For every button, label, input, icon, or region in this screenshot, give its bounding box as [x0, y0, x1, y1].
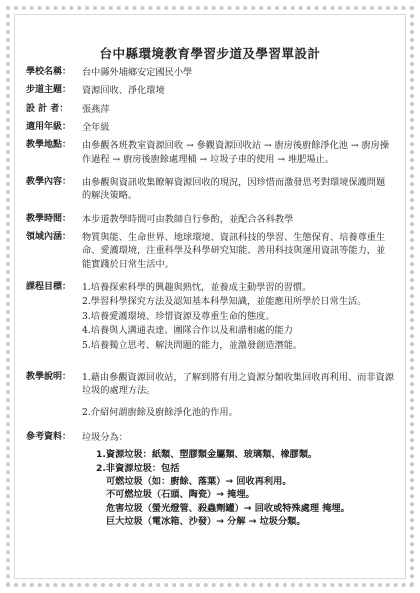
- ref-line: 危害垃圾（螢光燈管、殺蟲劑罐）→ 回收或特殊處理 掩埋。: [106, 502, 350, 514]
- field-label: 步道主題：: [26, 85, 72, 96]
- field-designer: [26, 103, 394, 116]
- explain-label: 教學說明：: [26, 371, 72, 382]
- field-label: 適用年級：: [26, 122, 72, 133]
- goal-item: 5.培養獨立思考、解決問題的能力，並激發創造潛能。: [82, 339, 303, 351]
- field-label: 學校名稱：: [26, 67, 72, 77]
- goals-list: [82, 281, 394, 353]
- field-theme: [26, 84, 394, 97]
- ref-line: 巨大垃圾（電冰箱、沙發）→ 分解 → 垃圾分類。: [106, 515, 306, 527]
- ref-content: [82, 431, 394, 528]
- goal-item: 1.培養探索科學的興趣與熱忱，並養成主動學習的習慣。: [82, 282, 312, 294]
- field-time: [26, 213, 394, 226]
- field-location: [26, 139, 394, 166]
- field-value: 台中縣外埔鄉安定國民小學: [82, 67, 193, 78]
- ref-intro: 垃圾分為：: [82, 431, 128, 443]
- form-body: [26, 66, 394, 533]
- field-value: 物質與能、生命世界、地球環境、資訊科技的學習、生態保育、培養尊重生命、愛護環境，注重科學及科學研究知能、善用科技與運用資訊等能力，並能實踐於日常生活中。: [82, 232, 386, 270]
- explain-item: 2.介紹何謂廚餘及廚餘淨化池的作用。: [82, 406, 238, 418]
- section-reference: [26, 431, 394, 528]
- field-school: [26, 66, 394, 79]
- goal-item: 4.培養與人溝通表達、團隊合作以及和諧相處的能力: [82, 325, 293, 337]
- field-content: [26, 176, 394, 203]
- explain-list: [82, 371, 394, 419]
- field-label: 領域內涵：: [26, 232, 72, 243]
- field-label: 教學地點：: [26, 140, 72, 151]
- ref-label: 參考資料：: [26, 431, 72, 442]
- goal-item: 3.培養愛護環境、珍惜資源及尊重生命的態度。: [82, 310, 275, 322]
- field-grade: [26, 121, 394, 134]
- field-label: 教學時間：: [26, 213, 72, 224]
- field-value: 由參觀與資訊收集瞭解資源回收的現況，因珍惜而激發思考對環境保護問題的解決策略。: [82, 177, 386, 202]
- goals-label: 課程目標：: [26, 282, 72, 293]
- ref-line: 不可燃垃圾（石頭、陶瓷）→ 掩埋。: [106, 489, 255, 501]
- ref-line: 2.非資源垃圾：包括: [96, 462, 180, 474]
- goal-item: 2.學習科學探究方法及認知基本科學知識，並能應用所學於日常生活。: [82, 296, 367, 308]
- explain-item: 1.藉由參觀資源回收站，了解到將有用之資源分類收集回收再利用、而非資源垃圾的處理方法。: [82, 371, 394, 397]
- field-label: 設 計 者：: [26, 103, 69, 114]
- ref-line: 可燃垃圾（如：廚餘、落葉）→ 回收再利用。: [106, 475, 292, 487]
- field-value: 資源回收、淨化環境: [82, 85, 165, 97]
- section-explain: [26, 371, 394, 419]
- field-value: 由參觀各班教室資源回收 → 參觀資源回收站 → 廚房後廚餘淨化池 → 廚房操作過程 → 廚房後廚餘處理桶 → 垃圾子車的使用 → 堆肥場止。: [82, 140, 390, 165]
- section-goals: [26, 281, 394, 353]
- field-value: 本步道教學時間可由教師自行參酌，並配合各科教學: [82, 213, 294, 225]
- page-title: 台中縣環境教育學習步道及學習單設計: [99, 46, 321, 61]
- field-label: 教學內容：: [26, 177, 72, 188]
- ref-line: 1.資源垃圾：紙類、塑膠類金屬類、玻璃類、橡膠類。: [96, 449, 318, 461]
- field-value: 全年級: [82, 122, 110, 134]
- field-domain: [26, 231, 394, 271]
- field-value: 張燕萍: [82, 103, 110, 115]
